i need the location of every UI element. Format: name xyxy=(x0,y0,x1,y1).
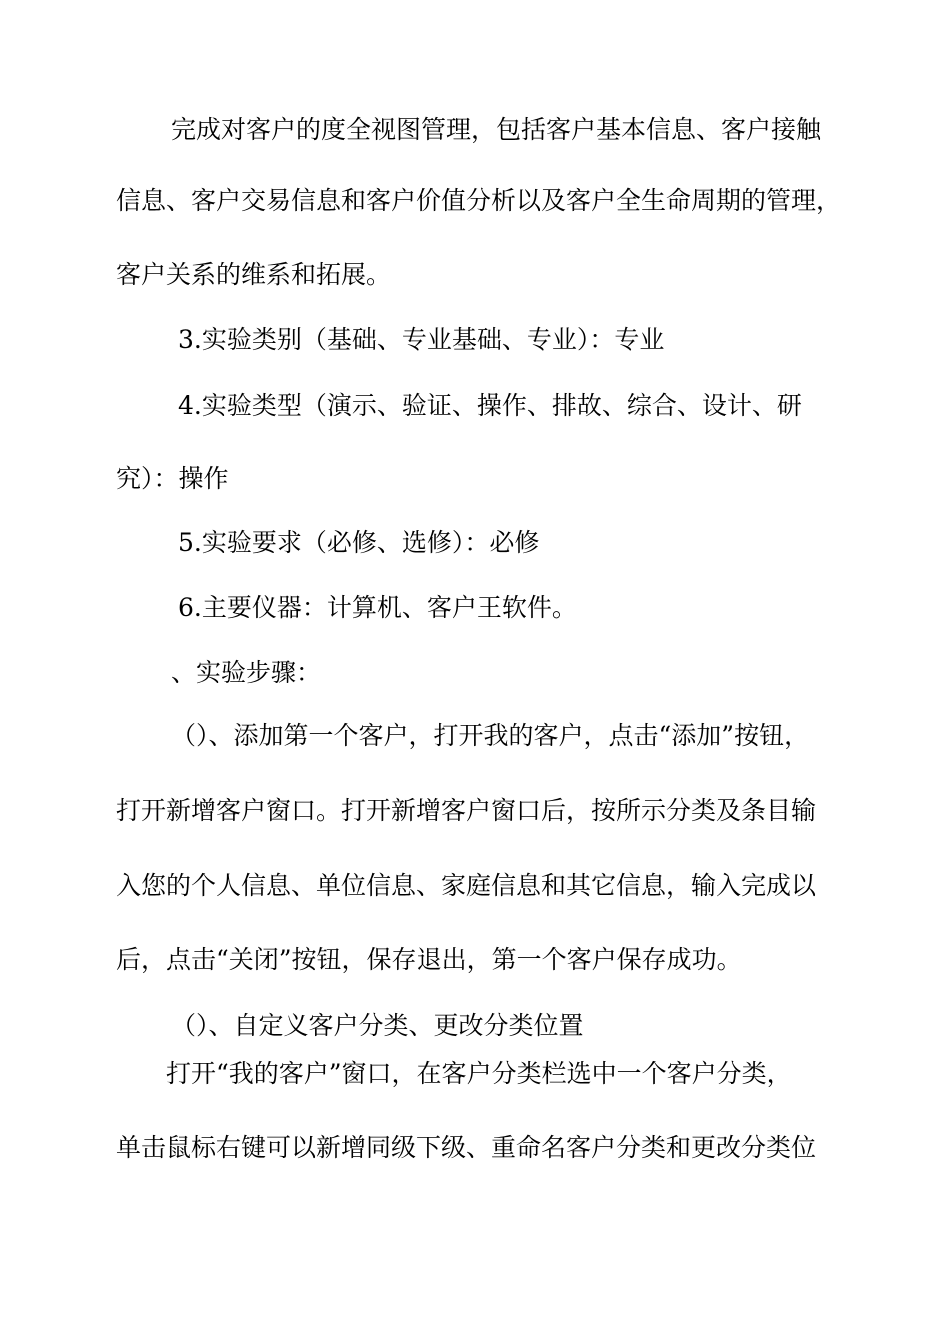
step-custom-category-line-2: 单击鼠标右键可以新增同级下级、重命名客户分类和更改分类位 xyxy=(116,1133,817,1162)
paragraph-line-2: 信息、客户交易信息和客户价值分析以及客户全生命周期的管理， xyxy=(116,186,842,215)
paragraph-line-3: 客户关系的维系和拓展。 xyxy=(116,260,392,289)
section-heading-steps: 、实验步骤： xyxy=(171,658,322,687)
step-custom-category-heading: （）、自定义客户分类、更改分类位置 xyxy=(171,1011,584,1040)
paragraph-line-1: 完成对客户的度全视图管理，包括客户基本信息、客户接触 xyxy=(171,115,822,144)
step-add-customer-line-2: 打开新增客户窗口。打开新增客户窗口后，按所示分类及条目输 xyxy=(116,796,817,825)
step-custom-category-line-1: 打开“我的客户”窗口，在客户分类栏选中一个客户分类， xyxy=(166,1059,792,1088)
step-add-customer-line-4: 后，点击“关闭”按钮，保存退出，第一个客户保存成功。 xyxy=(116,945,742,974)
step-add-customer-line-3: 入您的个人信息、单位信息、家庭信息和其它信息，输入完成以 xyxy=(116,871,817,900)
experiment-type-line-cont: 究）：操作 xyxy=(116,464,229,493)
experiment-requirement-line: 5.实验要求（必修、选修）：必修 xyxy=(178,528,540,557)
main-instruments-line: 6.主要仪器：计算机、客户王软件。 xyxy=(178,593,577,622)
step-add-customer-line-1: （）、添加第一个客户，打开我的客户，点击“添加”按钮， xyxy=(171,721,810,750)
experiment-category-line: 3.实验类别（基础、专业基础、专业）：专业 xyxy=(178,325,665,354)
experiment-type-line: 4.实验类型（演示、验证、操作、排故、综合、设计、研 xyxy=(178,391,802,420)
